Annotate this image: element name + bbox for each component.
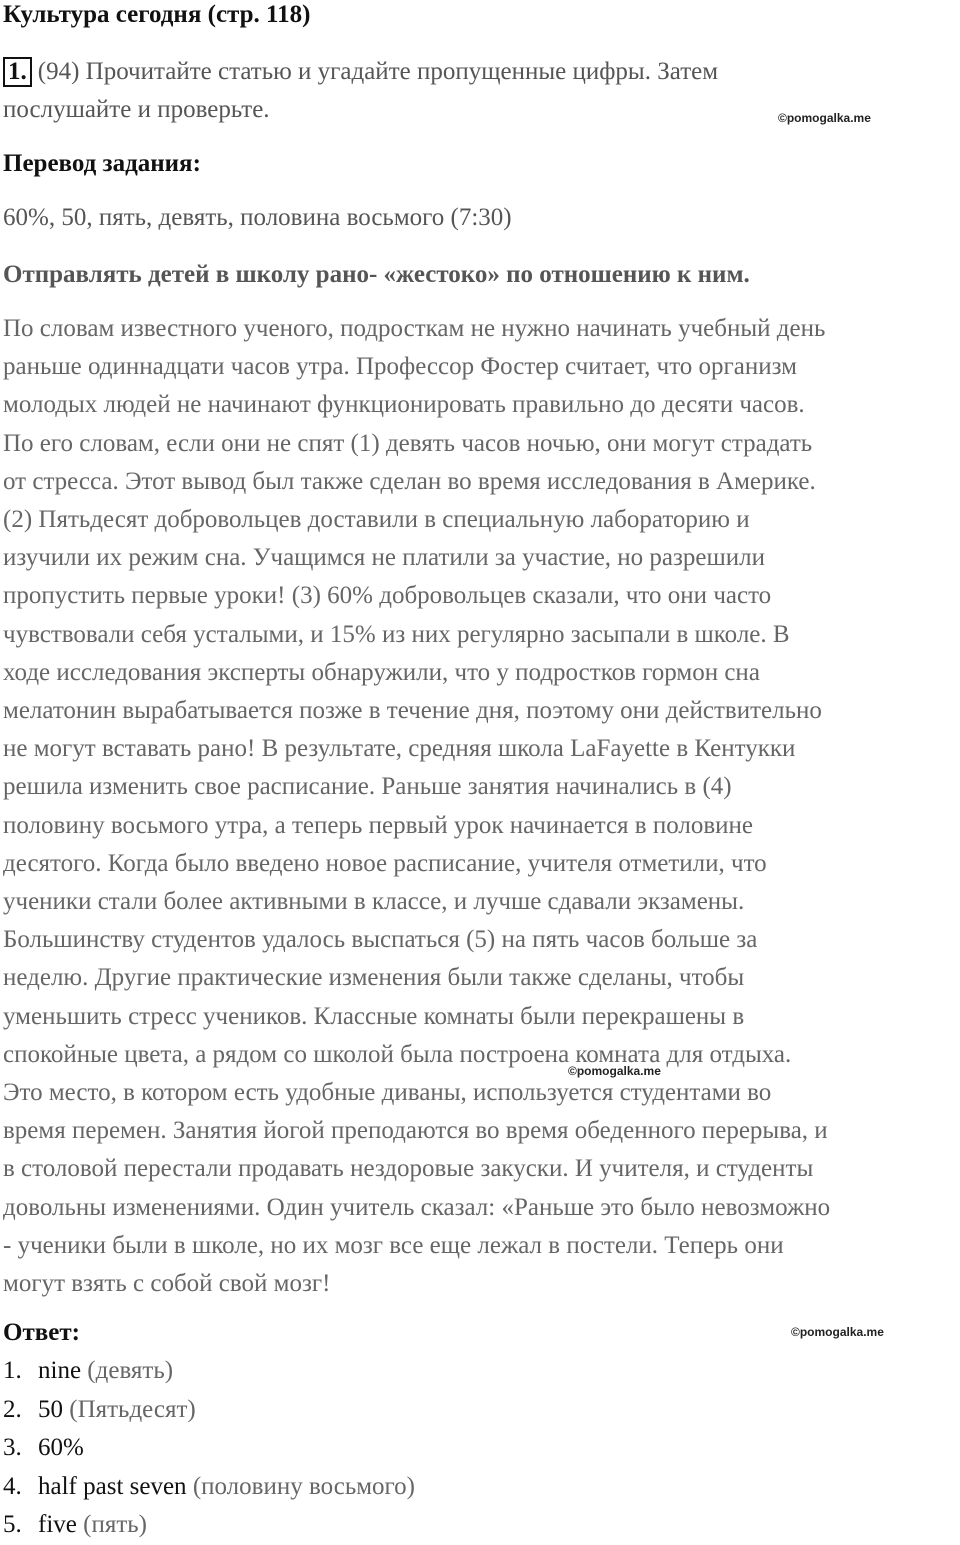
translation-items: 60%, 50, пять, девять, половина восьмого (7:30) <box>3 204 512 231</box>
task-text-line1: (94) Прочитайте статью и угадайте пропущенные цифры. Затем <box>37 58 719 85</box>
answer-english: 60% <box>38 1434 84 1461</box>
watermark-middle: ©pomogalka.me <box>568 1064 661 1078</box>
article-line: изучили их режим сна. Учащимся не платили за участие, но разрешили <box>3 544 765 572</box>
article-line: могут взять с собой свой мозг! <box>3 1270 331 1298</box>
translation-heading: Перевод задания: <box>3 150 201 177</box>
answer-number: 3. <box>3 1434 22 1461</box>
article-line: (2) Пятьдесят добровольцев доставили в специальную лабораторию и <box>3 506 750 534</box>
article-line: ученики стали более активными в классе, и лучше сдавали экзамены. <box>3 888 745 916</box>
article-line: решила изменить свое расписание. Раньше занятия начинались в (4) <box>3 773 732 801</box>
answer-number: 2. <box>3 1395 22 1423</box>
article-line: спокойные цвета, а рядом со школой была построена комната для отдыха. <box>3 1040 792 1068</box>
article-line: уменьшить стресс учеников. Классные комнаты были перекрашены в <box>3 1002 745 1030</box>
article-line: мелатонин вырабатывается позже в течение дня, поэтому они действительно <box>3 697 822 725</box>
task-number-box: 1. <box>3 57 32 87</box>
article-title: Отправлять детей в школу рано- «жестоко» по отношению к ним. <box>3 261 750 288</box>
answer-item <box>3 1352 415 1391</box>
article-line: - ученики были в школе, но их мозг все еще лежал в постели. Теперь они <box>3 1231 784 1259</box>
article-line: десятого. Когда было введено новое расписание, учителя отметили, что <box>3 849 767 877</box>
answer-number: 4. <box>3 1472 22 1500</box>
watermark-bottom: ©pomogalka.me <box>791 1325 884 1339</box>
article-line: не могут вставать рано! В результате, средняя школа LaFayette в Кентукки <box>3 735 796 763</box>
article-line: время перемен. Занятия йогой преподаются во время обеденного перерыва, и <box>3 1117 828 1145</box>
article-line: половину восьмого утра, а теперь первый урок начинается в половине <box>3 811 754 839</box>
article-line: ходе исследования эксперты обнаружили, что у подростков гормон сна <box>3 658 760 686</box>
article-line: молодых людей не начинают функционировать правильно до десяти часов. <box>3 391 805 419</box>
answer-english: 50 <box>38 1395 63 1423</box>
article-line: раньше одиннадцати часов утра. Профессор Фостер считает, что организм <box>3 353 797 381</box>
task-text-line2: послушайте и проверьте. <box>3 96 270 123</box>
article-body <box>3 310 960 1303</box>
answer-english: nine <box>38 1357 82 1384</box>
page-title: Культура сегодня (стр. 118) <box>3 1 311 28</box>
article-line: Большинству студентов удалось выспаться (5) на пять часов больше за <box>3 926 758 954</box>
answer-number: 1. <box>3 1357 22 1384</box>
answer-item <box>3 1429 415 1468</box>
article-line: в столовой перестали продавать нездоровые закуски. И учителя, и студенты <box>3 1155 814 1183</box>
answer-heading: Ответ: <box>3 1319 80 1346</box>
article-line: неделю. Другие практические изменения были также сделаны, чтобы <box>3 964 745 992</box>
article-line: Это место, в котором есть удобные диваны, используется студентами во <box>3 1079 772 1107</box>
article-line: По его словам, если они не спят (1) девять часов ночью, они могут страдать <box>3 429 813 457</box>
answer-item <box>3 1468 415 1507</box>
answer-list <box>3 1352 415 1545</box>
answer-russian: (пять) <box>76 1511 147 1538</box>
answer-english: half past seven <box>38 1472 187 1500</box>
article-line: пропустить первые уроки! (3) 60% добровольцев сказали, что они часто <box>3 582 772 610</box>
answer-item <box>3 1506 415 1545</box>
article-line: от стресса. Этот вывод был также сделан во время исследования в Америке. <box>3 467 816 495</box>
answer-russian: (Пятьдесят) <box>63 1395 196 1423</box>
answer-english: five <box>38 1511 77 1538</box>
article-line: чувствовали себя усталыми, и 15% из них регулярно засыпали в школе. В <box>3 620 790 648</box>
answer-russian: (половину восьмого) <box>186 1472 416 1500</box>
article-line: По словам известного ученого, подросткам не нужно начинать учебный день <box>3 315 826 342</box>
answer-russian: (девять) <box>81 1357 174 1384</box>
answer-item <box>3 1391 415 1430</box>
watermark-top: ©pomogalka.me <box>778 111 871 125</box>
article-line: довольны изменениями. Один учитель сказал: «Раньше это было невозможно <box>3 1193 831 1221</box>
answer-number: 5. <box>3 1511 22 1538</box>
